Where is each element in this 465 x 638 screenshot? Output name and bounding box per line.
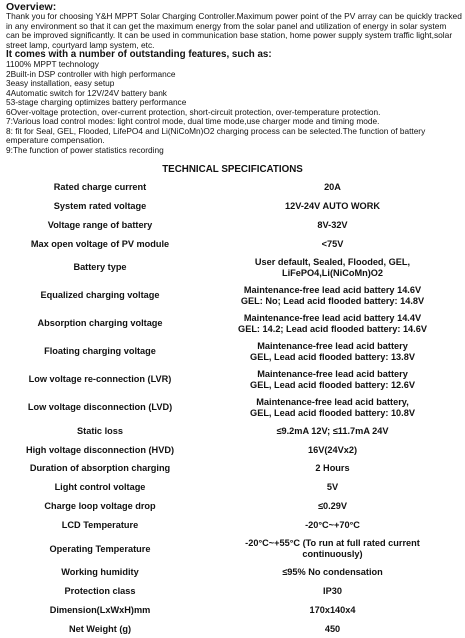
- spec-label: Floating charging voltage: [44, 346, 156, 357]
- spec-value: Maintenance-free lead acid battery GEL, Lead acid flooded battery: 12.6V: [250, 368, 415, 390]
- spec-value: 12V-24V AUTO WORK: [285, 201, 380, 212]
- table-row: [0, 440, 465, 459]
- spec-value: -20°C~+55°C (To run at full rated current continuously): [245, 538, 420, 559]
- spec-label: Absorption charging voltage: [37, 318, 163, 329]
- spec-label: Low voltage disconnection (LVD): [27, 402, 173, 413]
- table-row: [0, 620, 465, 638]
- table-row: [0, 216, 465, 235]
- spec-value: IP30: [323, 585, 342, 596]
- spec-label: Static loss: [77, 425, 123, 436]
- overview-title: Overview:: [6, 1, 57, 13]
- spec-value: <75V: [321, 238, 344, 249]
- table-row: [0, 197, 465, 216]
- features-title: It comes with a number of outstanding features, such as:: [6, 49, 272, 60]
- table-row: [0, 563, 465, 582]
- spec-label: Low voltage re-connection (LVR): [28, 374, 172, 385]
- spec-value: 5V: [326, 482, 339, 493]
- spec-label: Working humidity: [61, 567, 139, 578]
- table-row: [0, 535, 465, 563]
- list-item: 3easy installation, easy setup: [6, 78, 115, 89]
- table-row: [0, 459, 465, 478]
- spec-value: Maintenance-free lead acid battery GEL, Lead acid flooded battery: 13.8V: [250, 340, 415, 362]
- spec-value: 450: [324, 623, 341, 634]
- spec-label: Dimension(LxWxH)mm: [49, 604, 151, 615]
- list-item: 53-stage charging optimizes battery performance: [6, 97, 187, 108]
- list-item: 6Over-voltage protection, over-current protection, short-circuit protection, over-temperature protection.: [6, 106, 381, 117]
- spec-value: Maintenance-free lead acid battery 14.4V GEL: 14.2; Lead acid flooded battery: 14.6V: [238, 312, 427, 334]
- table-row: [0, 582, 465, 601]
- spec-label: System rated voltage: [53, 201, 147, 212]
- table-row: [0, 338, 465, 366]
- spec-value: Maintenance-free lead acid battery, GEL, Lead acid flooded battery: 10.8V: [250, 396, 415, 418]
- spec-value: ≤9.2mA 12V; ≤11.7mA 24V: [276, 425, 389, 436]
- list-item: 1100% MPPT technology: [6, 59, 99, 69]
- table-row: [0, 310, 465, 338]
- spec-label: Battery type: [73, 262, 127, 273]
- spec-label: Light control voltage: [54, 482, 146, 493]
- spec-value: ≤0.29V: [317, 501, 348, 512]
- spec-label: Duration of absorption charging: [29, 463, 171, 474]
- spec-label: Voltage range of battery: [47, 219, 153, 230]
- spec-label: Rated charge current: [53, 182, 147, 193]
- spec-label: Equalized charging voltage: [40, 290, 160, 301]
- overview-intro: Thank you for choosing Y&H MPPT Solar Charging Controller.Maximum power point of the PV array can be quickly tracked in any environment so that it can get the maximum energy from the solar panel and utilization of energy in solar system can be improved significantly. It can be used in communication base station, home power supply system traffic light,solar street lamp, courtyard lamp system, etc.: [6, 11, 462, 50]
- list-item: 8: fit for Seal, GEL, Flooded, LifePO4 and Li(NiCoMn)O2 charging process can be selected.The function of battery emperature compensation.: [6, 125, 426, 146]
- spec-label: High voltage disconnection (HVD): [25, 444, 175, 455]
- table-row: [0, 282, 465, 310]
- spec-value: 2 Hours: [315, 463, 350, 474]
- spec-label: Net Weight (g): [68, 623, 132, 634]
- table-row: [0, 254, 465, 282]
- spec-label: LCD Temperature: [61, 520, 139, 531]
- specs-table: [0, 178, 465, 638]
- table-row: [0, 478, 465, 497]
- spec-value: 20A: [324, 182, 341, 193]
- spec-value: ≤95% No condensation: [282, 567, 383, 578]
- table-row: [0, 422, 465, 441]
- table-row: [0, 178, 465, 197]
- spec-value: 8V-32V: [317, 219, 348, 230]
- list-item: 2Built-in DSP controller with high performance: [6, 68, 176, 79]
- table-row: [0, 366, 465, 394]
- spec-value: User default, Sealed, Flooded, GEL, LiFePO4,Li(NiCoMn)O2: [254, 256, 411, 278]
- list-item: 9:The function of power statistics recording: [6, 144, 164, 155]
- spec-value: 16V(24Vx2): [307, 444, 358, 455]
- spec-label: Operating Temperature: [49, 543, 151, 554]
- list-item: 7:Various load control modes: light control mode, dual time mode,use charger mode and timing mode.: [6, 116, 380, 127]
- table-row: [0, 497, 465, 516]
- spec-label: Protection class: [64, 585, 136, 596]
- table-row: [0, 516, 465, 535]
- spec-value: 170x140x4: [309, 604, 356, 615]
- spec-value: -20°C~+70°C: [305, 520, 360, 531]
- list-item: 4Automatic switch for 12V/24V battery bank: [6, 87, 167, 98]
- spec-label: Max open voltage of PV module: [30, 238, 170, 249]
- features-list: [6, 60, 462, 155]
- specs-title: TECHNICAL SPECIFICATIONS: [162, 164, 303, 175]
- table-row: [0, 235, 465, 254]
- table-row: [0, 601, 465, 620]
- spec-value: Maintenance-free lead acid battery 14.6V GEL: No; Lead acid flooded battery: 14.8V: [240, 284, 425, 306]
- table-row: [0, 394, 465, 422]
- specs-table-body: [0, 178, 465, 638]
- spec-label: Charge loop voltage drop: [44, 501, 156, 512]
